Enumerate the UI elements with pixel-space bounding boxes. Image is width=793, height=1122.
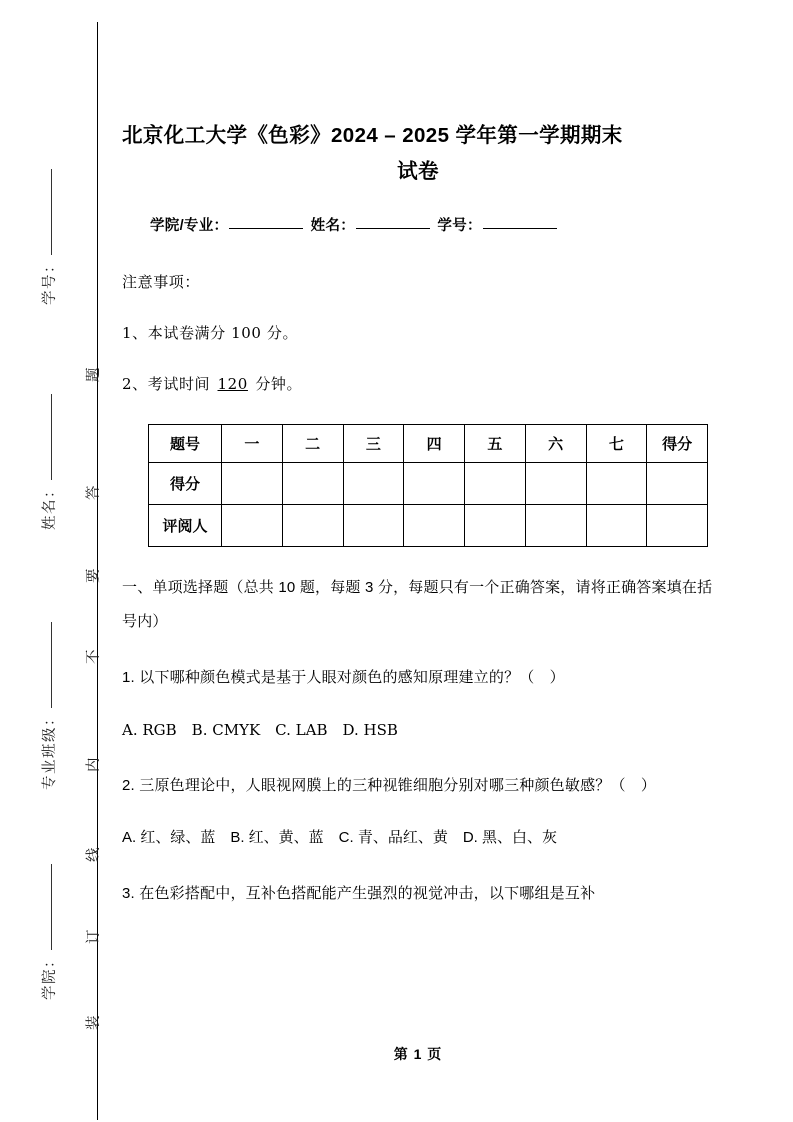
margin-field-college-blank[interactable] bbox=[51, 864, 52, 950]
score-table-header-7: 七 bbox=[586, 425, 647, 463]
margin-field-name-label: 姓名： bbox=[42, 482, 58, 530]
marker-cell-1[interactable] bbox=[222, 505, 283, 547]
marker-cell-7[interactable] bbox=[586, 505, 647, 547]
student-id-label: 学号： bbox=[437, 218, 482, 234]
margin-field-class-label: 专业班级： bbox=[42, 710, 58, 790]
margin-seal-column bbox=[60, 0, 100, 1122]
score-row-label: 得分 bbox=[149, 463, 222, 505]
marker-cell-2[interactable] bbox=[282, 505, 343, 547]
score-cell-1[interactable] bbox=[222, 463, 283, 505]
score-cell-3[interactable] bbox=[343, 463, 404, 505]
margin-field-college[interactable] bbox=[38, 862, 59, 1000]
margin-field-name-blank[interactable] bbox=[51, 394, 52, 480]
seal-char-1: 答 bbox=[86, 485, 102, 500]
score-table-header-5: 五 bbox=[465, 425, 526, 463]
notice-heading: 注意事项： bbox=[122, 273, 201, 291]
student-info-line bbox=[122, 214, 714, 235]
student-id-field[interactable] bbox=[483, 228, 557, 229]
notice-item-2-prefix: 2、考试时间 bbox=[122, 375, 216, 393]
score-table-header-2: 二 bbox=[282, 425, 343, 463]
seal-char-2: 要 bbox=[86, 568, 102, 583]
seal-char-7: 装 bbox=[86, 1015, 102, 1030]
name-field[interactable] bbox=[356, 228, 430, 229]
score-table-header-6: 六 bbox=[525, 425, 586, 463]
margin-field-class[interactable] bbox=[38, 620, 59, 790]
marker-cell-3[interactable] bbox=[343, 505, 404, 547]
table-row bbox=[149, 463, 708, 505]
page-title-line1: 北京化工大学《色彩》2024 – 2025 学年第一学期期末 bbox=[122, 124, 623, 147]
marker-cell-4[interactable] bbox=[404, 505, 465, 547]
score-cell-5[interactable] bbox=[465, 463, 526, 505]
notice-item-2 bbox=[122, 373, 714, 394]
score-table-header-4: 四 bbox=[404, 425, 465, 463]
seal-char-4: 内 bbox=[86, 757, 102, 772]
question-2-options[interactable]: A. 红、绿、蓝 B. 红、黄、蓝 C. 青、品红、黄 D. 黑、白、灰 bbox=[122, 829, 558, 846]
score-table-container bbox=[122, 424, 714, 547]
notice-item-1 bbox=[122, 322, 714, 343]
seal-char-3: 不 bbox=[86, 649, 102, 664]
margin-field-class-blank[interactable] bbox=[51, 622, 52, 708]
score-table bbox=[148, 424, 708, 547]
exam-content bbox=[122, 0, 714, 911]
table-row-header bbox=[149, 425, 708, 463]
college-major-label: 学院/专业： bbox=[150, 218, 229, 234]
page-title-line2: 试卷 bbox=[397, 160, 439, 183]
score-cell-6[interactable] bbox=[525, 463, 586, 505]
marker-cell-5[interactable] bbox=[465, 505, 526, 547]
name-label: 姓名： bbox=[310, 218, 356, 234]
marker-row-label: 评阅人 bbox=[149, 505, 222, 547]
marker-cell-6[interactable] bbox=[525, 505, 586, 547]
college-major-field[interactable] bbox=[229, 228, 303, 229]
seal-char-0: 题 bbox=[86, 367, 102, 382]
table-row bbox=[149, 505, 708, 547]
score-table-header-1: 一 bbox=[222, 425, 283, 463]
margin-field-college-label: 学院： bbox=[42, 952, 58, 1000]
score-cell-total[interactable] bbox=[647, 463, 708, 505]
notice-item-2-suffix: 分钟。 bbox=[249, 375, 303, 393]
margin-field-student-id-blank[interactable] bbox=[51, 169, 52, 255]
margin-identity-column bbox=[18, 0, 58, 1122]
question-2-text: 2. 三原色理论中，人眼视网膜上的三种视锥细胞分别对哪三种颜色敏感？（ ） bbox=[122, 777, 657, 794]
score-cell-7[interactable] bbox=[586, 463, 647, 505]
score-table-header-0: 题号 bbox=[149, 425, 222, 463]
score-cell-2[interactable] bbox=[282, 463, 343, 505]
margin-field-name[interactable] bbox=[38, 392, 59, 530]
margin-field-student-id-label: 学号： bbox=[42, 257, 58, 305]
question-1-text: 1. 以下哪种颜色模式是基于人眼对颜色的感知原理建立的？（ ） bbox=[122, 669, 565, 686]
margin-field-student-id[interactable] bbox=[38, 167, 59, 305]
notice-item-1-text: 1、本试卷满分 100 分。 bbox=[122, 324, 299, 342]
exam-duration-value: 120 bbox=[217, 375, 248, 393]
score-table-header-3: 三 bbox=[343, 425, 404, 463]
seal-char-6: 订 bbox=[86, 929, 102, 944]
page-title bbox=[122, 0, 714, 190]
score-cell-4[interactable] bbox=[404, 463, 465, 505]
seal-char-5: 线 bbox=[86, 847, 102, 862]
question-3-text: 3. 在色彩搭配中，互补色搭配能产生强烈的视觉冲击，以下哪组是互补 bbox=[122, 885, 596, 902]
section-heading-multiple-choice: 一、单项选择题（总共 10 题，每题 3 分，每题只有一个正确答案，请将正确答案填在括号内） bbox=[122, 579, 713, 630]
question-1-options[interactable]: A. RGB B. CMYK C. LAB D. HSB bbox=[122, 721, 398, 739]
page-footer: 第 1 页 bbox=[393, 1046, 443, 1062]
score-table-header-8: 得分 bbox=[647, 425, 708, 463]
marker-cell-total[interactable] bbox=[647, 505, 708, 547]
